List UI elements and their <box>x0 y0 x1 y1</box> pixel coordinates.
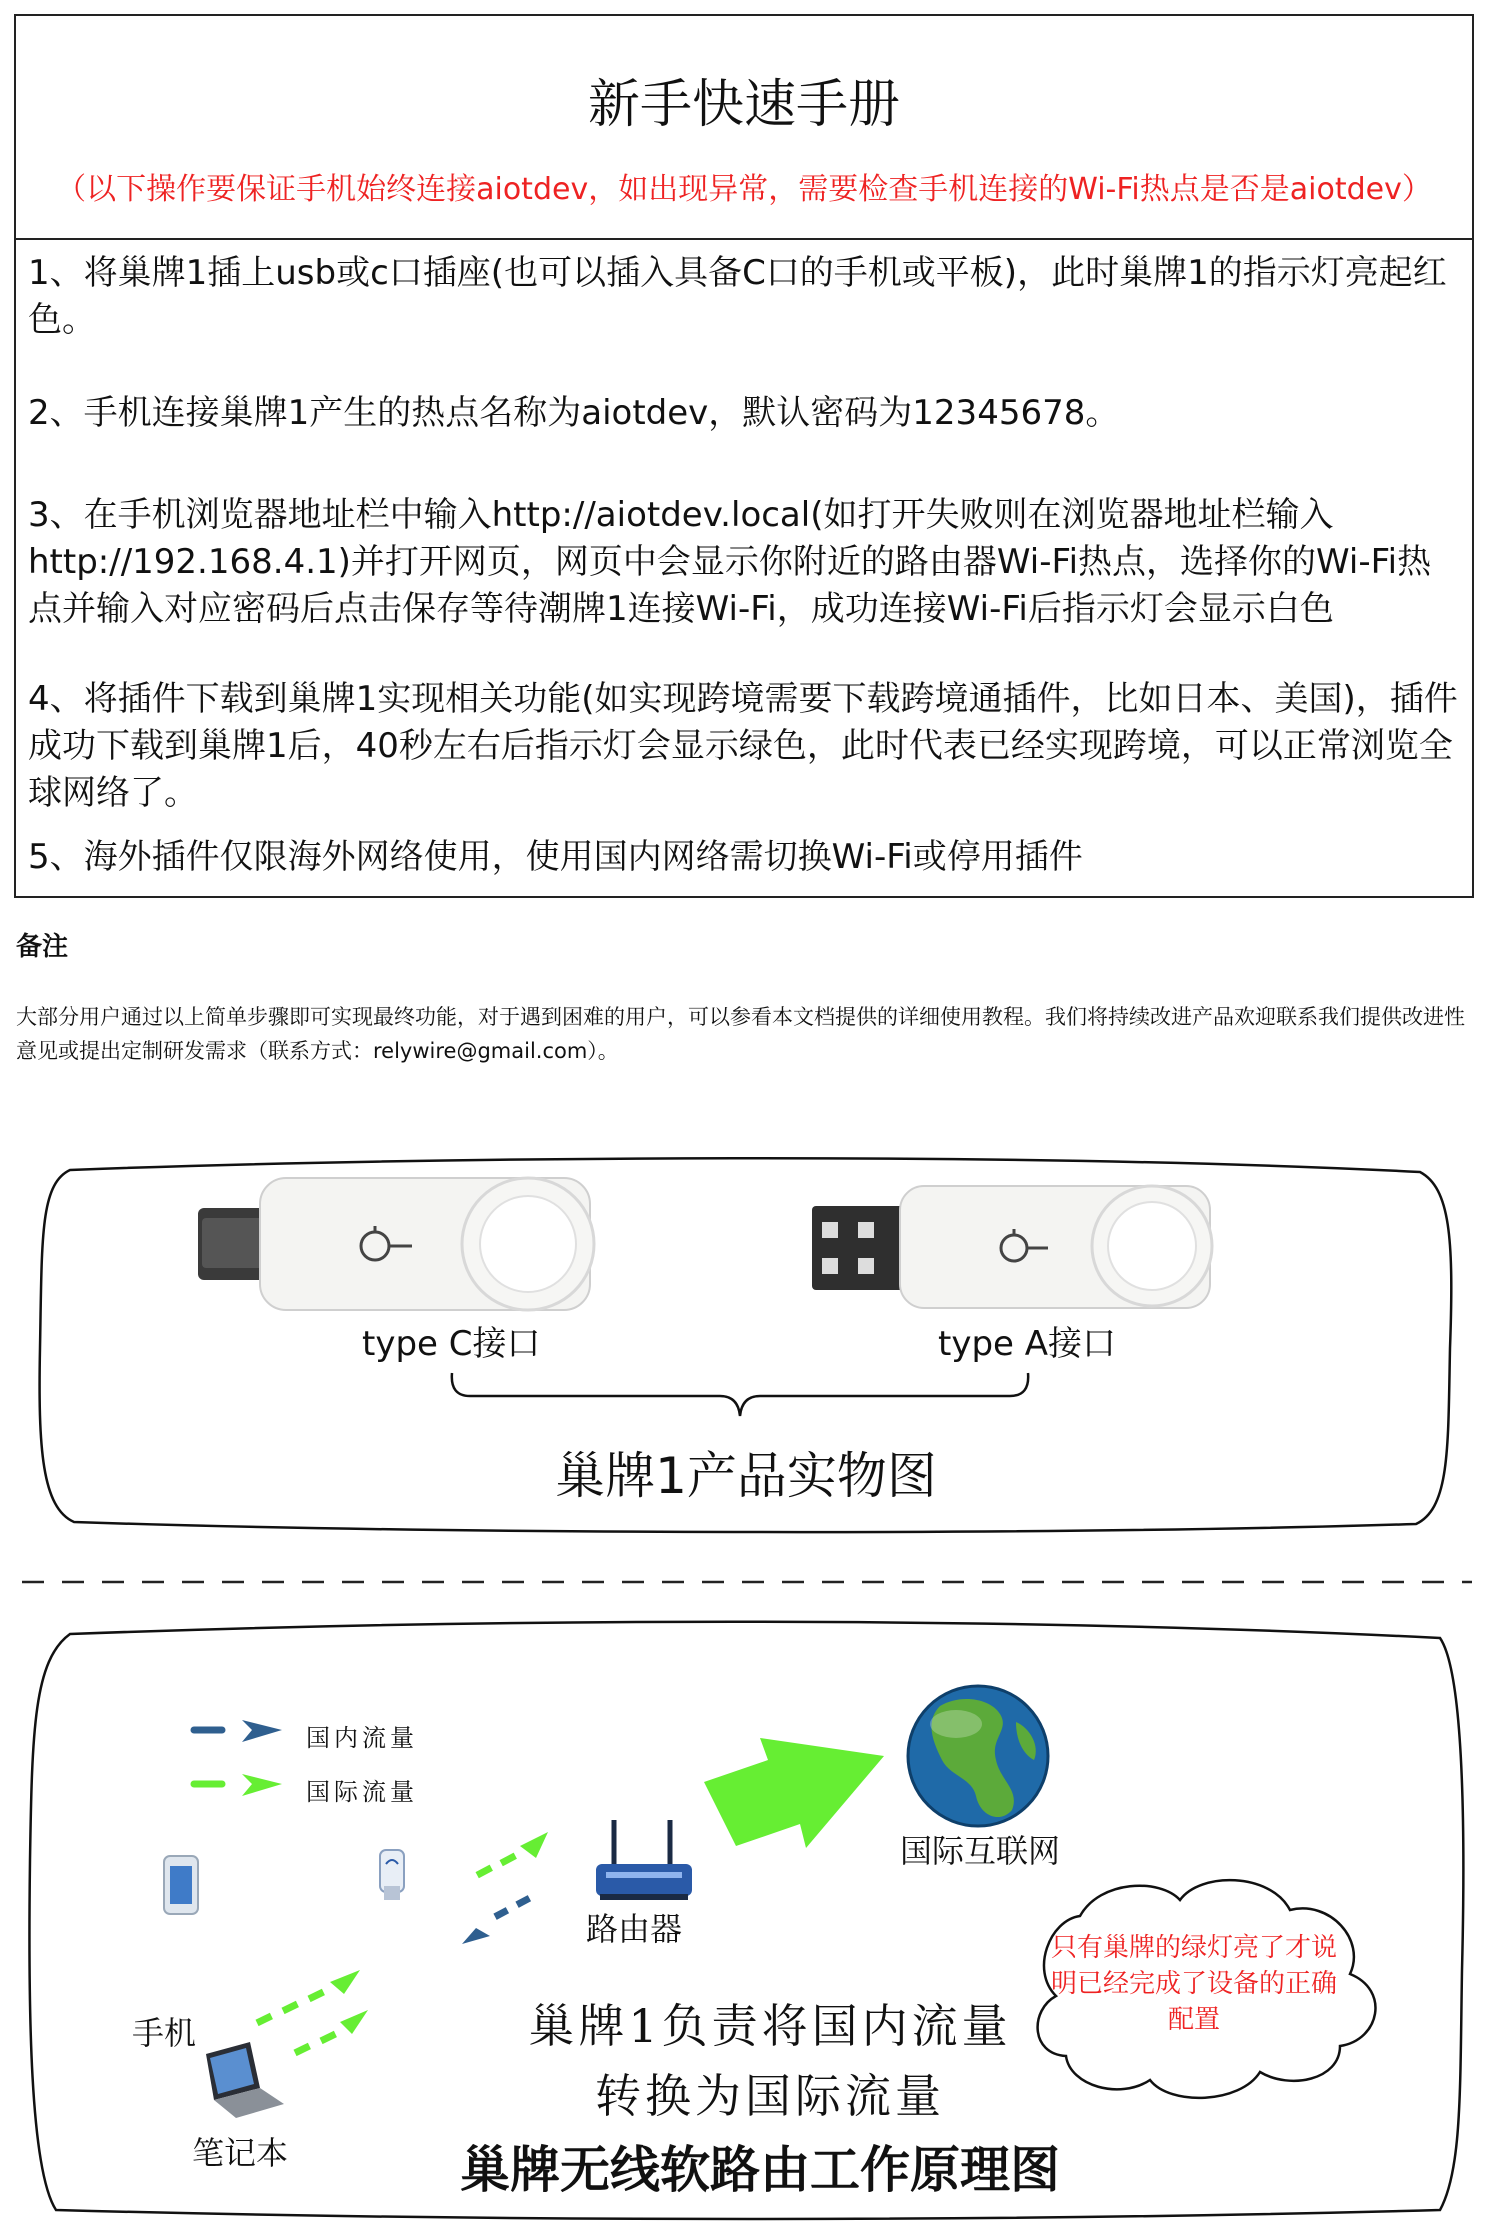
laptop-label: 笔记本 <box>192 2134 289 2172</box>
globe-icon <box>908 1686 1048 1826</box>
step-2: 2、手机连接巢牌1产生的热点名称为aiotdev，默认密码为12345678。 <box>28 393 1120 433</box>
type-c-label: type C接口 <box>362 1324 541 1364</box>
type-c-dongle-image <box>198 1178 594 1310</box>
router-label: 路由器 <box>586 1910 683 1948</box>
internet-label: 国际互联网 <box>900 1832 1061 1870</box>
intl-arrow-lower <box>255 1970 360 2026</box>
notes-title: 备注 <box>16 932 69 962</box>
manual-warning: （以下操作要保证手机始终连接aiotdev，如出现异常，需要检查手机连接的Wi-Fi热点是否是aiotdev） <box>56 172 1432 207</box>
legend-domestic-label: 国内流量 <box>306 1724 418 1752</box>
phone-label: 手机 <box>132 2014 197 2052</box>
legend-international-arrow <box>194 1774 282 1796</box>
dashed-separator <box>22 1580 1472 1584</box>
step-4: 4、将插件下载到巢牌1实现相关功能(如实现跨境需要下载跨境通插件，比如日本、美国)，插件成功下载到巢牌1后，40秒左右后指示灯会显示绿色，此时代表已经实现跨境，可以正常浏览全球网络了。 <box>28 679 1458 813</box>
legend-international-label: 国际流量 <box>306 1778 418 1806</box>
type-a-label: type A接口 <box>938 1324 1117 1364</box>
brace <box>452 1373 1028 1416</box>
step-1: 1、将巢牌1插上usb或c口插座(也可以插入具备C口的手机或平板)，此时巢牌1的指示灯亮起红色。 <box>28 253 1447 340</box>
diagram-description-line1: 巢牌1负责将国内流量 <box>528 1999 1012 2053</box>
diagram-description-line2: 转换为国际流量 <box>595 2069 945 2123</box>
phone-icon <box>164 1856 198 1914</box>
dongle-icon <box>380 1850 404 1900</box>
manual-header <box>16 16 1472 240</box>
type-a-dongle-image <box>812 1186 1212 1308</box>
router-icon <box>596 1820 692 1900</box>
intl-arrow-upper <box>293 2010 368 2056</box>
laptop-icon <box>206 2042 284 2118</box>
intl-arrow-near-router <box>476 1832 548 1878</box>
big-green-arrow <box>704 1738 884 1848</box>
step-5: 5、海外插件仅限海外网络使用，使用国内网络需切换Wi-Fi或停用插件 <box>28 837 1083 877</box>
notes-body: 大部分用户通过以上简单步骤即可实现最终功能，对于遇到困难的用户，可以参看本文档提供的详细使用教程。我们将持续改进产品欢迎联系我们提供改进性意见或提出定制研发需求（联系方式：relywire@gmail.com）。 <box>16 1005 1465 1063</box>
cloud-note-text: 只有巢牌的绿灯亮了才说明已经完成了设备的正确配置 <box>1050 1933 1337 2035</box>
diagram-title: 巢牌无线软路由工作原理图 <box>460 2141 1060 2199</box>
legend-domestic-arrow <box>194 1720 282 1742</box>
product-title: 巢牌1产品实物图 <box>555 1447 937 1505</box>
domestic-arrow <box>462 1895 531 1944</box>
quick-manual-box <box>14 14 1474 898</box>
manual-title: 新手快速手册 <box>587 75 900 135</box>
step-3: 3、在手机浏览器地址栏中输入http://aiotdev.local(如打开失败则在浏览器地址栏输入http://192.168.4.1)并打开网页，网页中会显示你附近的路由器Wi-Fi热点，选择你的Wi-Fi热点并输入对应密码后点击保存等待潮牌1连接Wi-Fi，成功连接Wi-Fi后指示灯会显示白色 <box>28 495 1432 629</box>
